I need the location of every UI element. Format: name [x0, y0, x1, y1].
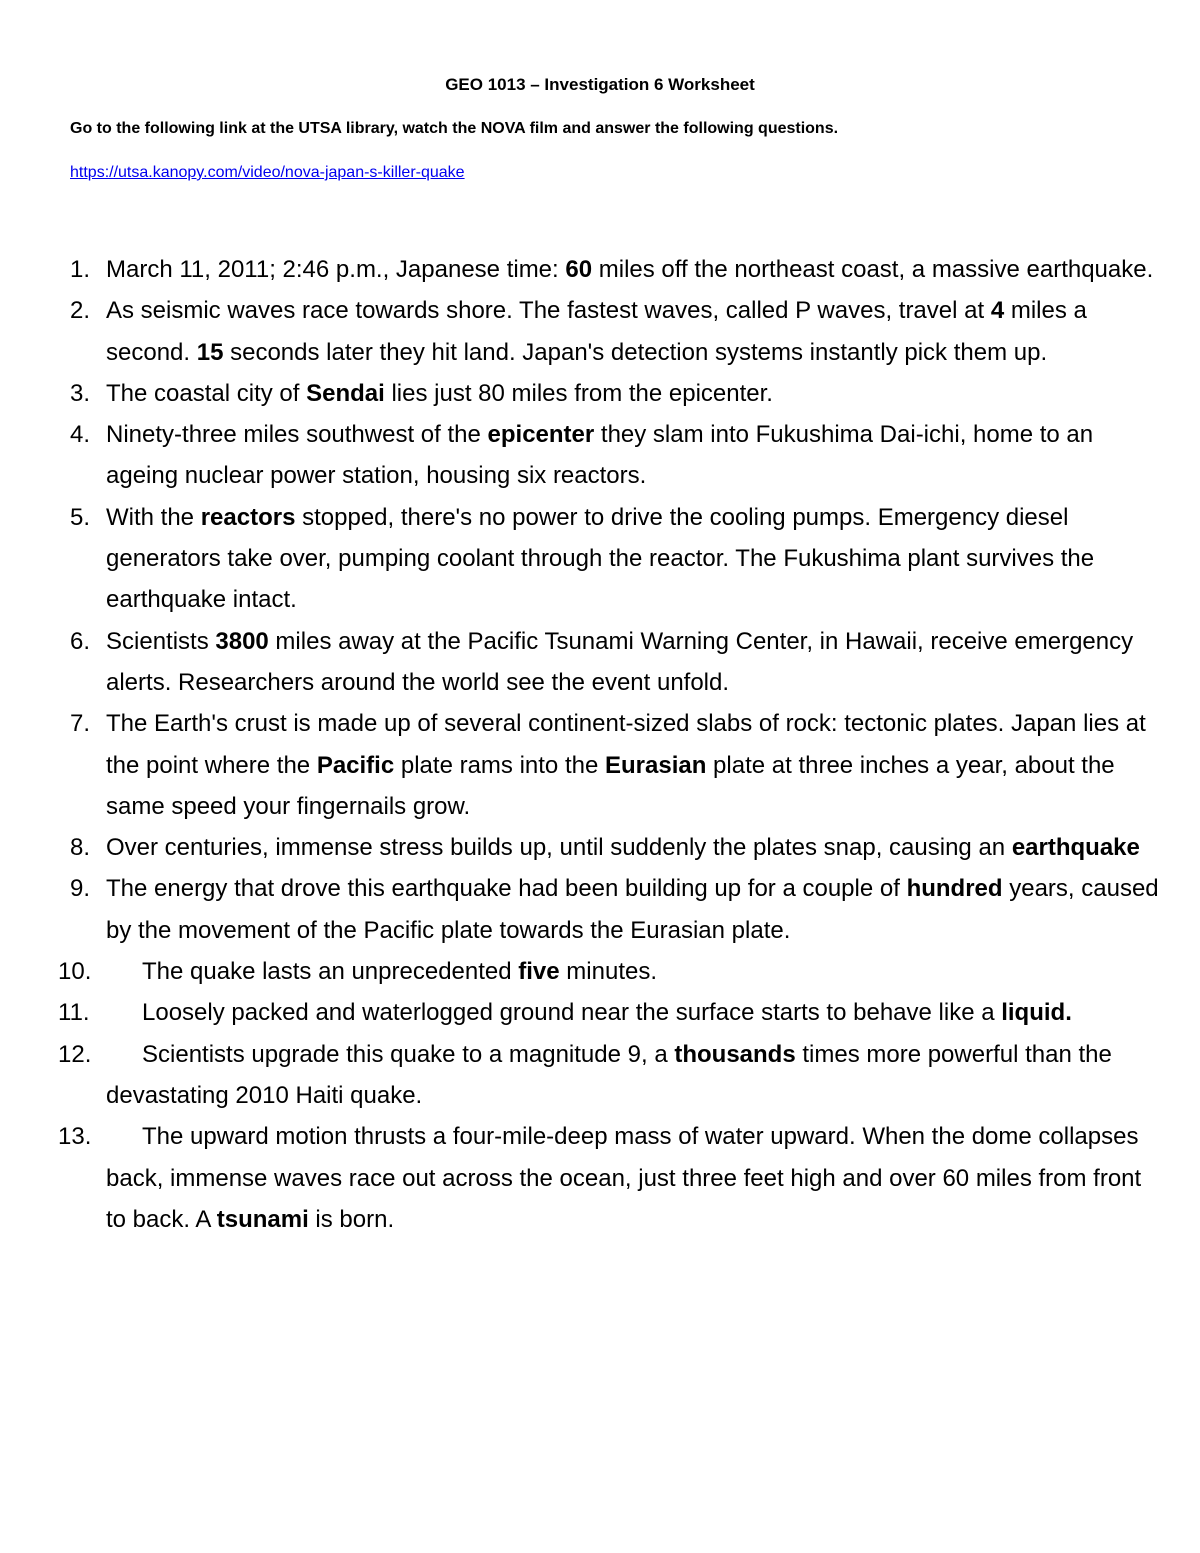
answer-text: reactors — [200, 503, 296, 531]
question-text-segment: Scientists — [106, 627, 216, 655]
question-number: 5. — [70, 503, 91, 531]
question-text-segment: The energy that drove this earthquake had been building up for a couple of — [106, 875, 907, 903]
question-item — [0, 1034, 1160, 1117]
question-item — [0, 373, 1160, 414]
question-text-segment: they slam into Fukushima Dai-ichi, home to an ageing nuclear power station, housing six reactors. — [106, 421, 1094, 490]
answer-text: Pacific — [316, 751, 395, 779]
question-number: 9. — [70, 875, 91, 903]
question-item — [0, 414, 1160, 497]
question-item — [0, 951, 1160, 992]
question-text-segment: times more powerful than the devastating 2010 Haiti quake. — [106, 1040, 1112, 1109]
question-text — [106, 373, 1160, 414]
question-number: 6. — [70, 627, 91, 655]
question-text-segment: March 11, 2011; 2:46 p.m., Japanese time: — [106, 256, 566, 283]
question-item — [0, 249, 1160, 290]
question-text-segment: As seismic waves race towards shore. The fastest waves, called P waves, travel at — [106, 297, 991, 325]
question-item — [0, 992, 1160, 1033]
question-text — [106, 621, 1160, 704]
question-text-segment: Scientists upgrade this quake to a magnitude 9, a — [142, 1040, 675, 1068]
question-text-segment: The quake lasts an unprecedented — [142, 958, 519, 986]
question-text-segment: Ninety-three miles southwest of the — [106, 421, 488, 449]
question-text-segment: The upward motion thrusts a four-mile-deep mass of water upward. When the dome collapses back, immense waves race out across the ocean, just three feet high and over 60 miles from front to back. A — [106, 1123, 1142, 1233]
question-text — [106, 827, 1160, 868]
question-text — [106, 249, 1160, 290]
answer-text: thousands — [674, 1040, 796, 1068]
question-text-segment: miles away at the Pacific Tsunami Warning Center, in Hawaii, receive emergency alerts. Researchers around the world see the event unfold. — [106, 627, 1134, 696]
question-item — [0, 497, 1160, 621]
question-text-segment: minutes. — [559, 958, 657, 986]
question-text-segment: Loosely packed and waterlogged ground near the surface starts to behave like a — [142, 999, 1002, 1027]
question-text — [106, 414, 1160, 497]
instructions-text: Go to the following link at the UTSA library, watch the NOVA film and answer the following questions. — [70, 120, 839, 137]
answer-text: 15 — [196, 338, 224, 366]
answer-text: 60 — [565, 256, 593, 283]
questions-list — [0, 249, 1160, 1240]
video-link[interactable]: https://utsa.kanopy.com/video/nova-japan-s-killer-quake — [70, 164, 465, 181]
question-item — [0, 827, 1160, 868]
question-text-segment: With the — [106, 503, 201, 531]
page-title: GEO 1013 – Investigation 6 Worksheet — [445, 75, 755, 94]
answer-text: tsunami — [216, 1205, 309, 1233]
question-text — [106, 290, 1160, 373]
question-text-segment: miles off the northeast coast, a massive earthquake. — [592, 256, 1154, 283]
question-number: 1. — [70, 256, 91, 283]
answer-text: epicenter — [487, 421, 595, 449]
question-text — [106, 951, 1160, 992]
answer-text: Sendai — [306, 379, 385, 407]
question-number: 3. — [70, 379, 91, 407]
answer-text: 4 — [990, 297, 1005, 325]
question-number: 11. — [58, 999, 90, 1027]
question-number: 13. — [58, 1123, 92, 1151]
question-number: 10. — [58, 958, 92, 986]
question-item — [0, 703, 1160, 827]
question-text-segment: seconds later they hit land. Japan's detection systems instantly pick them up. — [223, 338, 1048, 366]
question-item — [0, 621, 1160, 704]
answer-text: hundred — [906, 875, 1003, 903]
question-text-segment: miles a second. — [106, 297, 1087, 366]
question-text-segment: plate at three inches a year, about the same speed your fingernails grow. — [106, 751, 1115, 820]
question-item — [0, 290, 1160, 373]
answer-text: earthquake — [1011, 834, 1140, 862]
answer-text: Eurasian — [604, 751, 707, 779]
question-text-segment: The coastal city of — [106, 379, 307, 407]
question-text-segment: years, caused by the movement of the Pacific plate towards the Eurasian plate. — [106, 875, 1159, 944]
question-number: 2. — [70, 297, 91, 325]
answer-text: 3800 — [215, 627, 269, 655]
question-text-segment: The Earth's crust is made up of several continent-sized slabs of rock: tectonic plates. Japan lies at the point where the — [106, 710, 1146, 779]
question-text — [106, 497, 1160, 621]
question-number: 12. — [58, 1040, 92, 1068]
answer-text: liquid. — [1001, 999, 1072, 1027]
question-text-segment: is born. — [308, 1205, 395, 1233]
question-text-segment: stopped, there's no power to drive the cooling pumps. Emergency diesel generators take over, pumping coolant through the reactor. The Fukushima plant survives the earthquake intact. — [106, 503, 1095, 614]
question-item — [0, 868, 1160, 951]
question-text — [106, 868, 1160, 951]
question-number: 4. — [70, 421, 91, 449]
question-text — [106, 992, 1160, 1033]
question-text — [106, 1116, 1160, 1240]
question-item — [0, 1116, 1160, 1240]
question-text — [106, 1034, 1160, 1117]
question-text-segment: plate rams into the — [394, 751, 605, 779]
answer-text: five — [518, 958, 560, 986]
question-number: 8. — [70, 834, 91, 862]
question-number: 7. — [70, 710, 91, 738]
question-text-segment: lies just 80 miles from the epicenter. — [384, 379, 773, 407]
question-text-segment: Over centuries, immense stress builds up, until suddenly the plates snap, causing an — [106, 834, 1012, 862]
question-text — [106, 703, 1160, 827]
